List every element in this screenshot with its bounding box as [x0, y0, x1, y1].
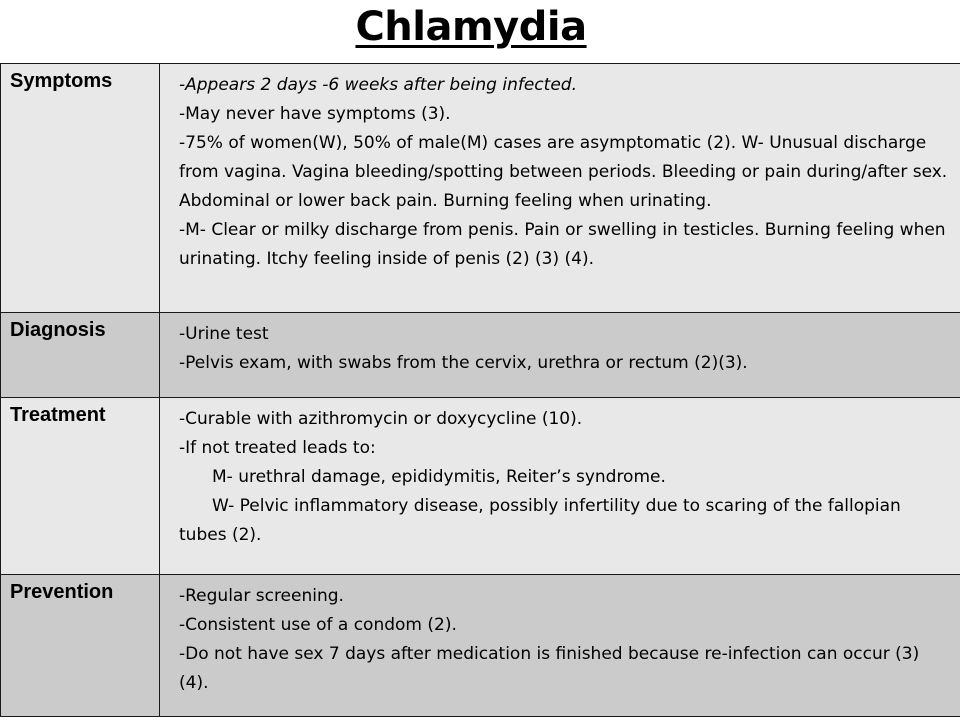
text-line: W- Pelvic inflammatory disease, possibly infertility due to scaring of the fallopian tubes (2). [179, 496, 901, 545]
text-line: -Consistent use of a condom (2). [179, 615, 457, 635]
text-line: -Appears 2 days -6 weeks after being infected. [179, 75, 577, 95]
row-content [160, 398, 960, 575]
table-row-diagnosis [1, 313, 960, 398]
text-line: -Curable with azithromycin or doxycycline (10). [179, 409, 583, 429]
text-line: -Do not have sex 7 days after medication is finished because re-infection can occur (3) (4). [179, 644, 920, 693]
info-table [0, 63, 960, 717]
text-line: -75% of women(W), 50% of male(M) cases are asymptomatic (2). W- Unusual discharge from vagina. Vagina bleeding/spotting between periods. Bleeding or pain during/after sex. Abdominal or lower back pain. Burning feeling when urinating. [179, 133, 948, 211]
row-content [160, 64, 960, 313]
row-heading: Prevention [1, 575, 160, 717]
table-row-treatment [1, 398, 960, 575]
text-line: -Pelvis exam, with swabs from the cervix, urethra or rectum (2)(3). [179, 353, 748, 373]
row-heading: Diagnosis [1, 313, 160, 398]
table-row-prevention [1, 575, 960, 717]
table-row-symptoms [1, 64, 960, 313]
text-line: -M- Clear or milky discharge from penis. Pain or swelling in testicles. Burning feeling when urinating. Itchy feeling inside of penis (2) (3) (4). [179, 220, 946, 269]
row-heading: Treatment [1, 398, 160, 575]
row-content [160, 575, 960, 717]
row-heading: Symptoms [1, 64, 160, 313]
text-line: -Regular screening. [179, 586, 344, 606]
text-line: -If not treated leads to: [179, 438, 376, 458]
text-line: -Urine test [179, 324, 269, 344]
text-line: -May never have symptoms (3). [179, 104, 451, 124]
text-line: M- urethral damage, epididymitis, Reiter’s syndrome. [212, 467, 666, 487]
row-content [160, 313, 960, 398]
slide-title: Chlamydia [355, 4, 587, 50]
